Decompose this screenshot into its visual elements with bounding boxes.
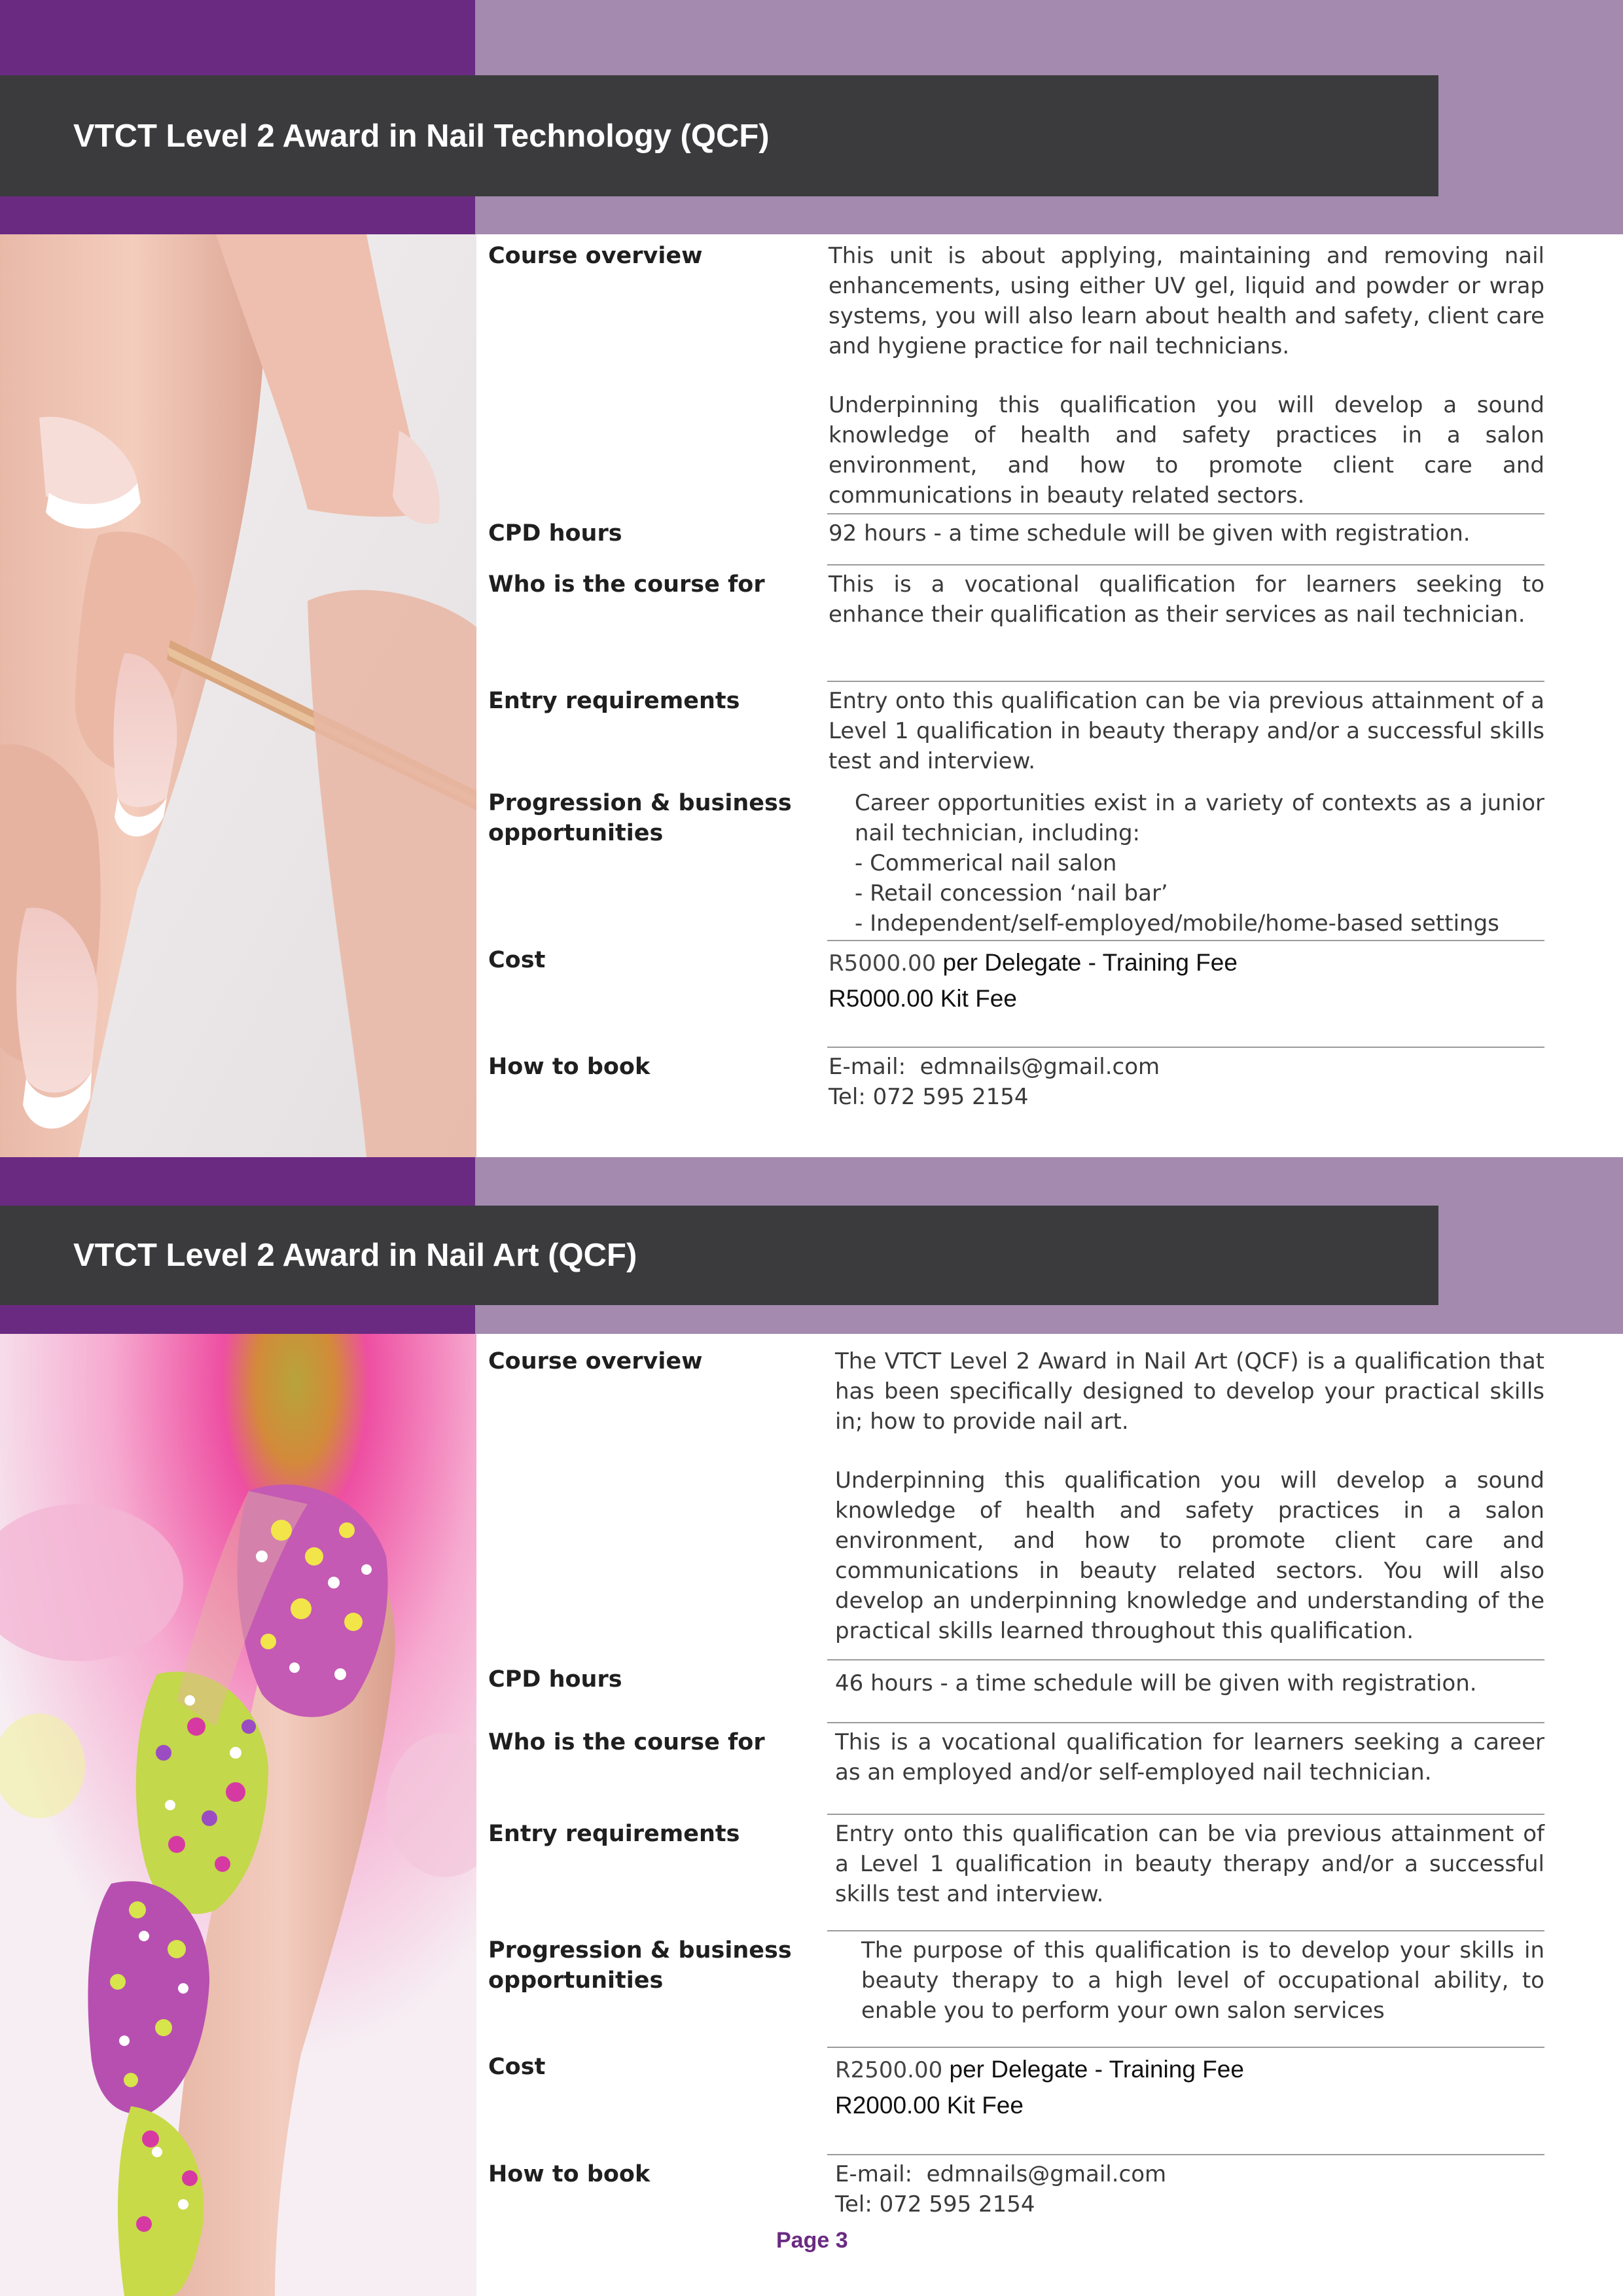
entry-row: [488, 682, 1544, 784]
booking-label: How to book: [488, 2161, 651, 2187]
training-fee-amount: R2500.00: [835, 2057, 943, 2083]
booking-value: [829, 2155, 1544, 2234]
entry-value: Entry onto this qualification can be via previous attainment of a Level 1 qualification in beauty therapy and/or a successful skills test and interview.: [835, 1821, 1544, 1907]
cpd-label: CPD hours: [488, 1666, 622, 1693]
booking-label: How to book: [488, 1054, 651, 1080]
section-1-title: VTCT Level 2 Award in Nail Technology (QCF): [73, 118, 770, 154]
overview-label: Course overview: [488, 1348, 703, 1374]
audience-label: Who is the course for: [488, 1729, 765, 1755]
entry-label: Entry requirements: [488, 688, 740, 714]
booking-row: [488, 1048, 1544, 1126]
progression-item: - Retail concession ‘nail bar’: [855, 880, 1168, 906]
overview-row: [488, 1342, 1544, 1660]
progression-item: - Independent/self-employed/mobile/home-based settings: [855, 910, 1499, 937]
overview-paragraph: Underpinning this qualification you will develop a sound knowledge of health and safety practices in a salon environment, and how to promote client care and communications in beauty related sectors. You will also develop an underpinning knowledge and understanding of the practical skills learned throughout this qualification.: [835, 1467, 1544, 1644]
cpd-value: 92 hours - a time schedule will be given with registration.: [829, 520, 1471, 547]
audience-value: This is a vocational qualification for learners seeking a career as an employed and/or self-employed nail technician.: [835, 1729, 1544, 1785]
audience-row: [488, 565, 1544, 682]
cpd-label: CPD hours: [488, 520, 622, 547]
audience-label: Who is the course for: [488, 571, 765, 598]
entry-value: Entry onto this qualification can be via previous attainment of a Level 1 qualification in beauty therapy and/or a successful skills test and interview.: [829, 688, 1544, 774]
audience-row: [488, 1723, 1544, 1815]
entry-label: Entry requirements: [488, 1821, 740, 1847]
section-1-title-bar: [0, 75, 1438, 196]
entry-row: [488, 1815, 1544, 1931]
nail-art-photo: [0, 1334, 476, 2296]
progression-value: The purpose of this qualification is to develop your skills in beauty therapy to a high level of occupational ability, to enable you to perform your own salon services: [861, 1937, 1544, 2024]
cost-row: [488, 2048, 1544, 2155]
cpd-row: [488, 1660, 1544, 1723]
training-fee: [829, 945, 1544, 981]
progression-item: - Commerical nail salon: [855, 850, 1117, 876]
cpd-row: [488, 514, 1544, 565]
overview-text: [829, 1342, 1544, 1660]
cpd-value: 46 hours - a time schedule will be given with registration.: [835, 1670, 1477, 1696]
training-fee: [835, 2052, 1544, 2088]
nail-technology-photo: [0, 234, 476, 1157]
cost-label: Cost: [488, 2054, 546, 2080]
progression-row: [488, 784, 1544, 941]
training-fee-text: per Delegate - Training Fee: [942, 2056, 1244, 2083]
training-fee-amount: R5000.00: [829, 950, 936, 977]
booking-phone[interactable]: Tel: 072 595 2154: [835, 2191, 1035, 2217]
cost-label: Cost: [488, 947, 546, 973]
cost-value: [829, 2048, 1544, 2155]
section-2-details: [488, 1342, 1544, 2234]
progression-label: Progression & business opportunities: [488, 1937, 792, 1994]
kit-fee: R2000.00 Kit Fee: [835, 2092, 1024, 2119]
booking-email[interactable]: E-mail: edmnails@gmail.com: [835, 2161, 1167, 2187]
progression-value: [855, 784, 1544, 941]
progression-label: Progression & business opportunities: [488, 790, 792, 846]
overview-row: [488, 237, 1544, 514]
cost-row: [488, 941, 1544, 1048]
audience-value: This is a vocational qualification for learners seeking to enhance their qualification as their services as nail technician.: [829, 571, 1544, 628]
section-2-title: VTCT Level 2 Award in Nail Art (QCF): [73, 1238, 637, 1273]
cost-value: [829, 941, 1544, 1048]
booking-value: [829, 1048, 1544, 1126]
overview-paragraph: The VTCT Level 2 Award in Nail Art (QCF) is a qualification that has been specifically designed to develop your practical skills in; how to provide nail art.: [835, 1348, 1544, 1435]
overview-paragraph: Underpinning this qualification you will develop a sound knowledge of health and safety practices in a salon environment, and how to promote client care and communications in beauty related sectors.: [829, 392, 1544, 509]
overview-paragraph: This unit is about applying, maintaining and removing nail enhancements, using either UV gel, liquid and powder or wrap systems, you will also learn about health and safety, client care and hygiene practice for nail technicians.: [829, 243, 1544, 359]
booking-email[interactable]: E-mail: edmnails@gmail.com: [829, 1054, 1160, 1080]
section-1-details: [488, 237, 1544, 1126]
overview-label: Course overview: [488, 243, 703, 269]
overview-text: [829, 237, 1544, 514]
progression-intro: Career opportunities exist in a variety of contexts as a junior nail technician, including:: [855, 790, 1544, 846]
booking-phone[interactable]: Tel: 072 595 2154: [829, 1084, 1029, 1110]
page-number: Page 3: [776, 2228, 848, 2253]
kit-fee: R5000.00 Kit Fee: [829, 985, 1017, 1012]
section-2-title-bar: [0, 1206, 1438, 1305]
training-fee-text: per Delegate - Training Fee: [936, 949, 1238, 976]
booking-row: [488, 2155, 1544, 2234]
progression-row: [488, 1931, 1544, 2048]
